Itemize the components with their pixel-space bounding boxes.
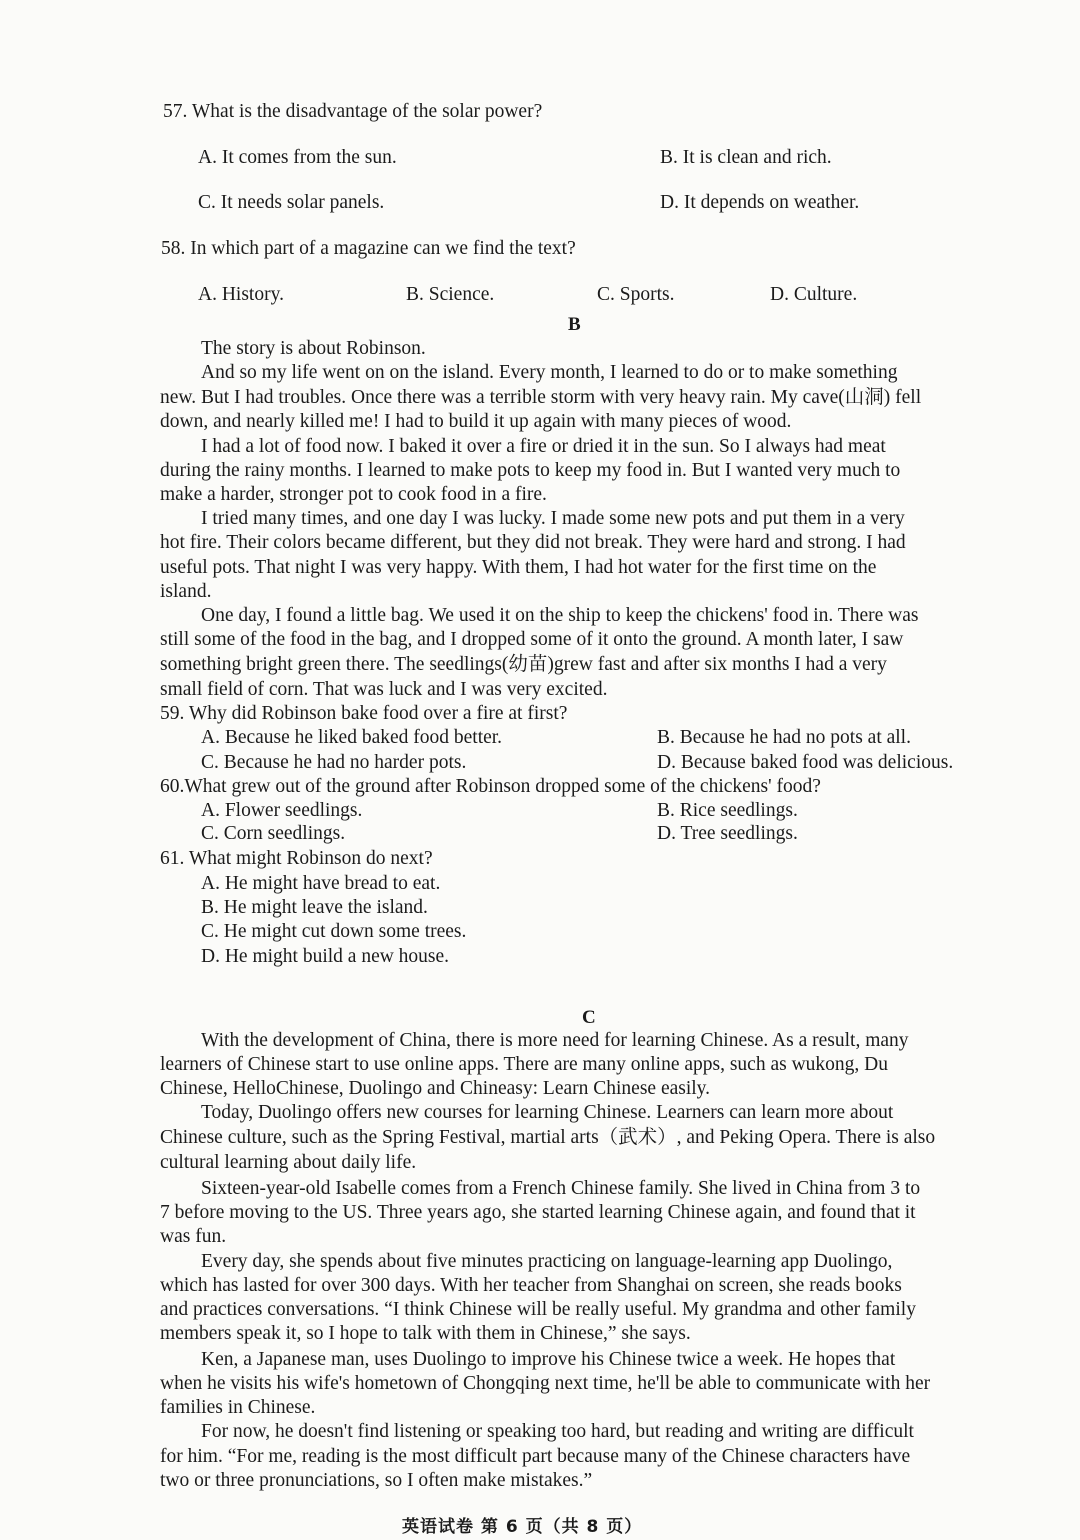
section-c-line-6: cultural learning about daily life. — [160, 1152, 417, 1173]
section-b-line-1: The story is about Robinson. — [201, 338, 426, 359]
q57-option-b: B. It is clean and rich. — [660, 147, 832, 168]
question-59: 59. Why did Robinson bake food over a fire at first? — [160, 703, 568, 724]
section-c-line-3: Chinese, HelloChinese, Duolingo and Chineasy: Learn Chinese easily. — [160, 1078, 711, 1099]
q60-option-b: B. Rice seedlings. — [657, 800, 798, 821]
q59-option-a: A. Because he liked baked food better. — [201, 727, 503, 748]
section-c-heading: C — [582, 1007, 596, 1028]
section-c-line-14: Ken, a Japanese man, uses Duolingo to improve his Chinese twice a week. He hopes that — [201, 1349, 896, 1370]
section-c-line-4: Today, Duolingo offers new courses for learning Chinese. Learners can learn more about — [201, 1102, 894, 1123]
section-b-line-9: hot fire. Their colors became different, but they did not break. They were hard and strong. I had — [160, 532, 906, 553]
question-58: 58. In which part of a magazine can we find the text? — [161, 238, 576, 259]
q59-option-b: B. Because he had no pots at all. — [657, 727, 911, 748]
section-b-heading: B — [568, 314, 581, 335]
section-b-line-3: new. But I had troubles. Once there was a terrible storm with very heavy rain. My cave(山洞) fell — [160, 387, 922, 408]
section-c-line-10: Every day, she spends about five minutes practicing on language-learning app Duolingo, — [201, 1251, 893, 1272]
section-b-line-12: One day, I found a little bag. We used it on the ship to keep the chickens' food in. There was — [201, 605, 919, 626]
question-61: 61. What might Robinson do next? — [160, 848, 433, 869]
section-b-line-14: something bright green there. The seedlings(幼苗)grew fast and after six months I had a very — [160, 654, 887, 675]
q57-option-a: A. It comes from the sun. — [198, 147, 397, 168]
q58-option-c: C. Sports. — [597, 284, 675, 305]
section-c-line-7: Sixteen-year-old Isabelle comes from a French Chinese family. She lived in China from 3 to — [201, 1178, 921, 1199]
q61-option-d: D. He might build a new house. — [201, 946, 450, 967]
section-c-line-13: members speak it, so I hope to talk with them in Chinese,” she says. — [160, 1323, 691, 1344]
q58-option-a: A. History. — [198, 284, 284, 305]
page-footer: 英语试卷 第 6 页（共 8 页） — [402, 1517, 643, 1537]
section-b-line-11: island. — [160, 581, 212, 602]
section-c-line-19: two or three pronunciations, so I often make mistakes.” — [160, 1470, 593, 1491]
q61-option-c: C. He might cut down some trees. — [201, 921, 467, 942]
section-c-line-12: and practices conversations. “I think Chinese will be really useful. My grandma and other family — [160, 1299, 916, 1320]
section-b-line-2: And so my life went on on the island. Every month, I learned to do or to make something — [201, 362, 898, 383]
section-b-line-7: make a harder, stronger pot to cook food in a fire. — [160, 484, 547, 505]
q57-option-d: D. It depends on weather. — [660, 192, 860, 213]
section-c-line-17: For now, he doesn't find listening or speaking too hard, but reading and writing are difficult — [201, 1421, 914, 1442]
q60-option-c: C. Corn seedlings. — [201, 823, 346, 844]
section-c-line-18: for him. “For me, reading is the most difficult part because many of the Chinese characters have — [160, 1446, 911, 1467]
q61-option-b: B. He might leave the island. — [201, 897, 428, 918]
section-b-line-13: still some of the food in the bag, and I dropped some of it onto the ground. A month later, I saw — [160, 629, 904, 650]
section-c-line-8: 7 before moving to the US. Three years ago, she started learning Chinese again, and found that it — [160, 1202, 916, 1223]
section-c-line-15: when he visits his wife's hometown of Chongqing next time, he'll be able to communicate with her — [160, 1373, 931, 1394]
section-c-line-2: learners of Chinese start to use online apps. There are many online apps, such as wukong, Du — [160, 1054, 888, 1075]
section-c-line-11: which has lasted for over 300 days. With her teacher from Shanghai on screen, she reads books — [160, 1275, 902, 1296]
question-60: 60.What grew out of the ground after Robinson dropped some of the chickens' food? — [160, 776, 821, 797]
q60-option-d: D. Tree seedlings. — [657, 823, 798, 844]
q58-option-d: D. Culture. — [770, 284, 858, 305]
section-b-line-10: useful pots. That night I was very happy. With them, I had hot water for the first time on the — [160, 557, 877, 578]
q59-option-c: C. Because he had no harder pots. — [201, 752, 467, 773]
q61-option-a: A. He might have bread to eat. — [201, 873, 441, 894]
q57-option-c: C. It needs solar panels. — [198, 192, 385, 213]
q58-option-b: B. Science. — [406, 284, 495, 305]
q60-option-a: A. Flower seedlings. — [201, 800, 363, 821]
section-c-line-1: With the development of China, there is more need for learning Chinese. As a result, many — [201, 1030, 909, 1051]
section-c-line-16: families in Chinese. — [160, 1397, 316, 1418]
section-b-line-4: down, and nearly killed me! I had to build it up again with many pieces of wood. — [160, 411, 792, 432]
q59-option-d: D. Because baked food was delicious. — [657, 752, 954, 773]
section-c-line-9: was fun. — [160, 1226, 227, 1247]
section-c-line-5: Chinese culture, such as the Spring Festival, martial arts（武术）, and Peking Opera. There is also — [160, 1127, 936, 1148]
section-b-line-15: small field of corn. That was luck and I was very excited. — [160, 679, 608, 700]
question-57: 57. What is the disadvantage of the solar power? — [163, 101, 543, 122]
section-b-line-6: during the rainy months. I learned to make pots to keep my food in. But I wanted very much to — [160, 460, 901, 481]
section-b-line-8: I tried many times, and one day I was lucky. I made some new pots and put them in a very — [201, 508, 905, 529]
section-b-line-5: I had a lot of food now. I baked it over a fire or dried it in the sun. So I always had meat — [201, 436, 886, 457]
